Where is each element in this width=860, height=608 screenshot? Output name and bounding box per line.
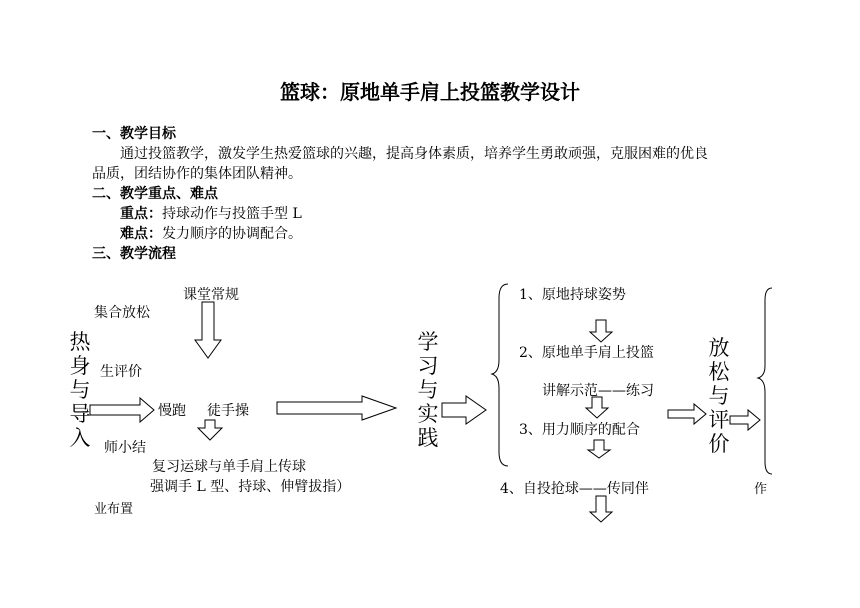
warmup-char: 入 xyxy=(69,426,91,450)
practice-char: 与 xyxy=(417,378,439,402)
relax-char: 放 xyxy=(708,336,730,360)
practice-char: 践 xyxy=(417,426,439,450)
practice-char: 学 xyxy=(417,330,439,354)
arrow-right-end xyxy=(730,410,760,430)
homework-label: 业布置 xyxy=(94,502,134,517)
arrow-down-exercise xyxy=(198,420,222,440)
keypoint-text: 持球动作与投篮手型 L xyxy=(162,206,302,222)
arrow-down-step2 xyxy=(586,397,608,418)
arrow-right-long xyxy=(277,396,396,420)
relax-char: 松 xyxy=(708,360,730,384)
review-label: 复习运球与单手肩上传球 xyxy=(152,459,306,475)
relax-char: 与 xyxy=(708,384,730,408)
warmup-char: 导 xyxy=(69,402,91,426)
keypoint-label: 重点： xyxy=(120,206,162,222)
warmup-char: 身 xyxy=(69,354,91,378)
step-3-label: 3、用力顺序的配合 xyxy=(519,422,640,438)
bare-hand-exercise-label: 徒手操 xyxy=(207,403,249,419)
practice-vertical-label xyxy=(416,330,440,450)
arrow-down-step3 xyxy=(588,440,610,458)
arrow-down-routine xyxy=(195,302,221,358)
objectives-line-1: 通过投篮教学，激发学生热爱篮球的兴趣，提高身体素质，培养学生勇敢顽强，克服困难的优良 xyxy=(120,146,708,162)
page-title: 篮球：原地单手肩上投篮教学设计 xyxy=(280,80,580,104)
emphasize-label: 强调手 L 型、持球、伸臂拔指） xyxy=(150,479,351,495)
warmup-char: 与 xyxy=(69,378,91,402)
section-keypoints-heading: 二、教学重点、难点 xyxy=(92,186,218,202)
teacher-summary-label: 师小结 xyxy=(104,440,146,456)
difficulty-label: 难点： xyxy=(120,226,162,242)
arrow-right-practice xyxy=(442,396,486,424)
warmup-char: 热 xyxy=(69,330,91,354)
right-clipped-text: 作 xyxy=(754,482,768,497)
practice-char: 实 xyxy=(417,402,439,426)
jog-label: 慢跑 xyxy=(158,403,186,419)
arrow-right-relax xyxy=(668,404,706,424)
demo-practice-label: 讲解示范——练习 xyxy=(542,383,654,399)
objectives-line-2: 品质，团结协作的集体团队精神。 xyxy=(92,166,302,182)
section-objectives-heading: 一、教学目标 xyxy=(92,126,176,142)
brace-steps-left xyxy=(492,284,508,466)
student-eval-label: 生评价 xyxy=(100,364,142,380)
practice-char: 习 xyxy=(417,354,439,378)
relax-char: 价 xyxy=(708,432,730,456)
arrow-right-warmup xyxy=(90,398,154,422)
arrow-down-step4 xyxy=(590,496,612,522)
relax-vertical-label xyxy=(707,336,731,456)
class-routine-label: 课堂常规 xyxy=(183,287,239,303)
gather-relax-label: 集合放松 xyxy=(94,305,150,321)
section-flow-heading: 三、教学流程 xyxy=(92,246,176,262)
arrow-down-step1 xyxy=(590,320,612,342)
step-1-label: 1、原地持球姿势 xyxy=(519,287,626,303)
step-4-label: 4、自投抢球——传同伴 xyxy=(500,481,649,497)
difficulty-text: 发力顺序的协调配合。 xyxy=(162,226,302,242)
relax-char: 评 xyxy=(708,408,730,432)
step-2-label: 2、原地单手肩上投篮 xyxy=(519,345,654,361)
warmup-vertical-label xyxy=(68,330,92,450)
brace-right xyxy=(758,288,772,474)
